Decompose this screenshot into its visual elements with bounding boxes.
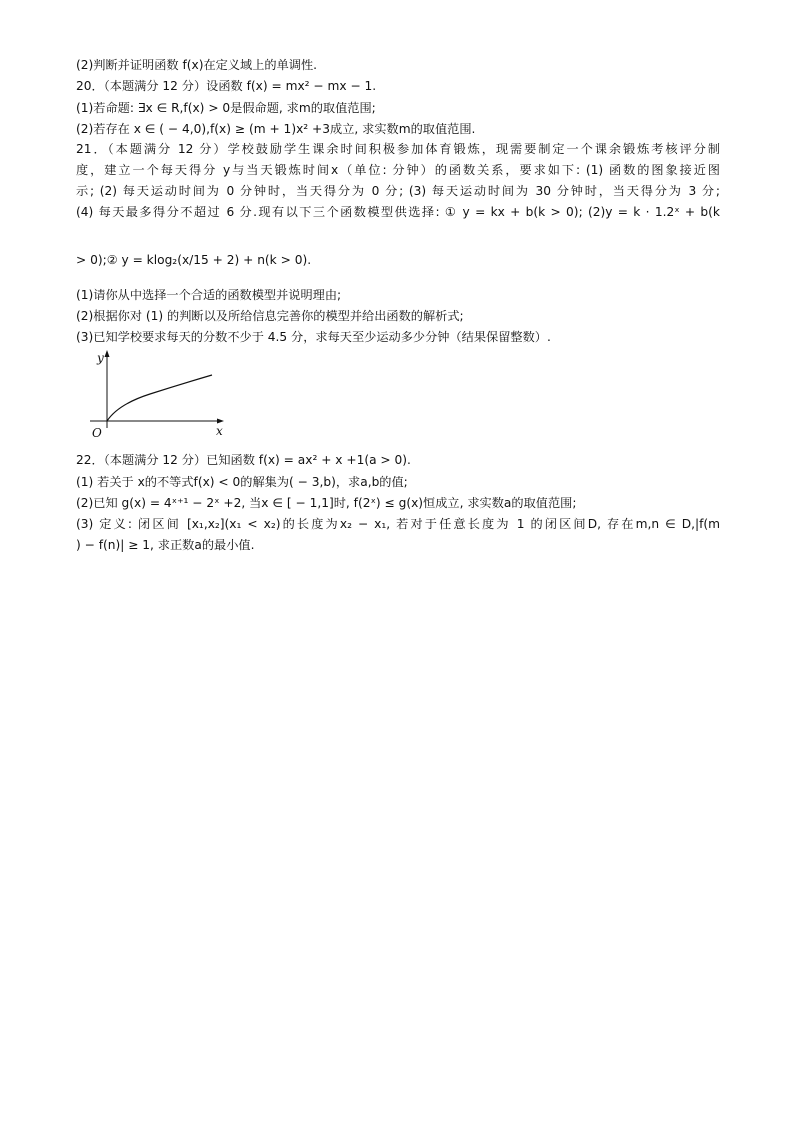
q20-part1: (1)若命题: ∃x ∈ R,f(x) > 0是假命题, 求m的取值范围;	[76, 101, 376, 115]
q22-header: 22．（本题满分 12 分）已知函数 f(x) = ax² + x +1(a > 0).	[76, 453, 411, 467]
function-graph	[80, 348, 230, 440]
q21-text-line4: (4) 每天最多得分不超过 6 分.现有以下三个函数模型供选择: ① y = kx + b(k > 0); (2)y = k · 1.2ˣ + b(k	[76, 205, 720, 219]
q21-part3: (3)已知学校要求每天的分数不少于 4.5 分，求每天至少运动多少分钟（结果保留整数）.	[76, 330, 551, 344]
x-axis-label: x	[216, 424, 223, 438]
q22-part2: (2)已知 g(x) = 4ˣ⁺¹ − 2ˣ +2, 当x ∈ [ − 1,1]时, f(2ˣ) ≤ g(x)恒成立, 求实数a的取值范围;	[76, 496, 577, 510]
q21-text-line2: 度，建立一个每天得分 y与当天锻炼时间x（单位: 分钟）的函数关系，要求如下: (1) 函数的图象接近图	[76, 163, 720, 177]
q20-part2: (2)若存在 x ∈ ( − 4,0),f(x) ≥ (m + 1)x² +3成立, 求实数m的取值范围.	[76, 122, 476, 136]
q21-text-line3: 示; (2) 每天运动时间为 0 分钟时，当天得分为 0 分; (3) 每天运动时间为 30 分钟时，当天得分为 3 分;	[76, 184, 720, 198]
q22-part3-line2: ) − f(n)| ≥ 1, 求正数a的最小值.	[76, 538, 255, 552]
q20-header: 20．（本题满分 12 分）设函数 f(x) = mx² − mx − 1.	[76, 79, 377, 93]
q21-part1: (1)请你从中选择一个合适的函数模型并说明理由;	[76, 288, 342, 302]
q21-text-line5: > 0);② y = klog₂(x/15 + 2) + n(k > 0).	[76, 253, 312, 267]
q19-part2: (2)判断并证明函数 f(x)在定义域上的单调性.	[76, 58, 318, 72]
q21-text-line1: 21．（本题满分 12 分）学校鼓励学生课余时间积极参加体育锻炼，现需要制定一个课余锻炼考核评分制	[76, 142, 720, 156]
q22-part1: (1) 若关于 x的不等式f(x) < 0的解集为( − 3,b)，求a,b的值;	[76, 475, 408, 489]
y-axis-label: y	[97, 351, 104, 365]
origin-label: O	[92, 426, 102, 440]
q22-part3-line1: (3) 定义: 闭区间 [x₁,x₂](x₁ < x₂)的长度为x₂ − x₁, 若对于任意长度为 1 的闭区间D, 存在m,n ∈ D,|f(m	[76, 517, 720, 531]
q21-part2: (2)根据你对 (1) 的判断以及所给信息完善你的模型并给出函数的解析式;	[76, 309, 464, 323]
